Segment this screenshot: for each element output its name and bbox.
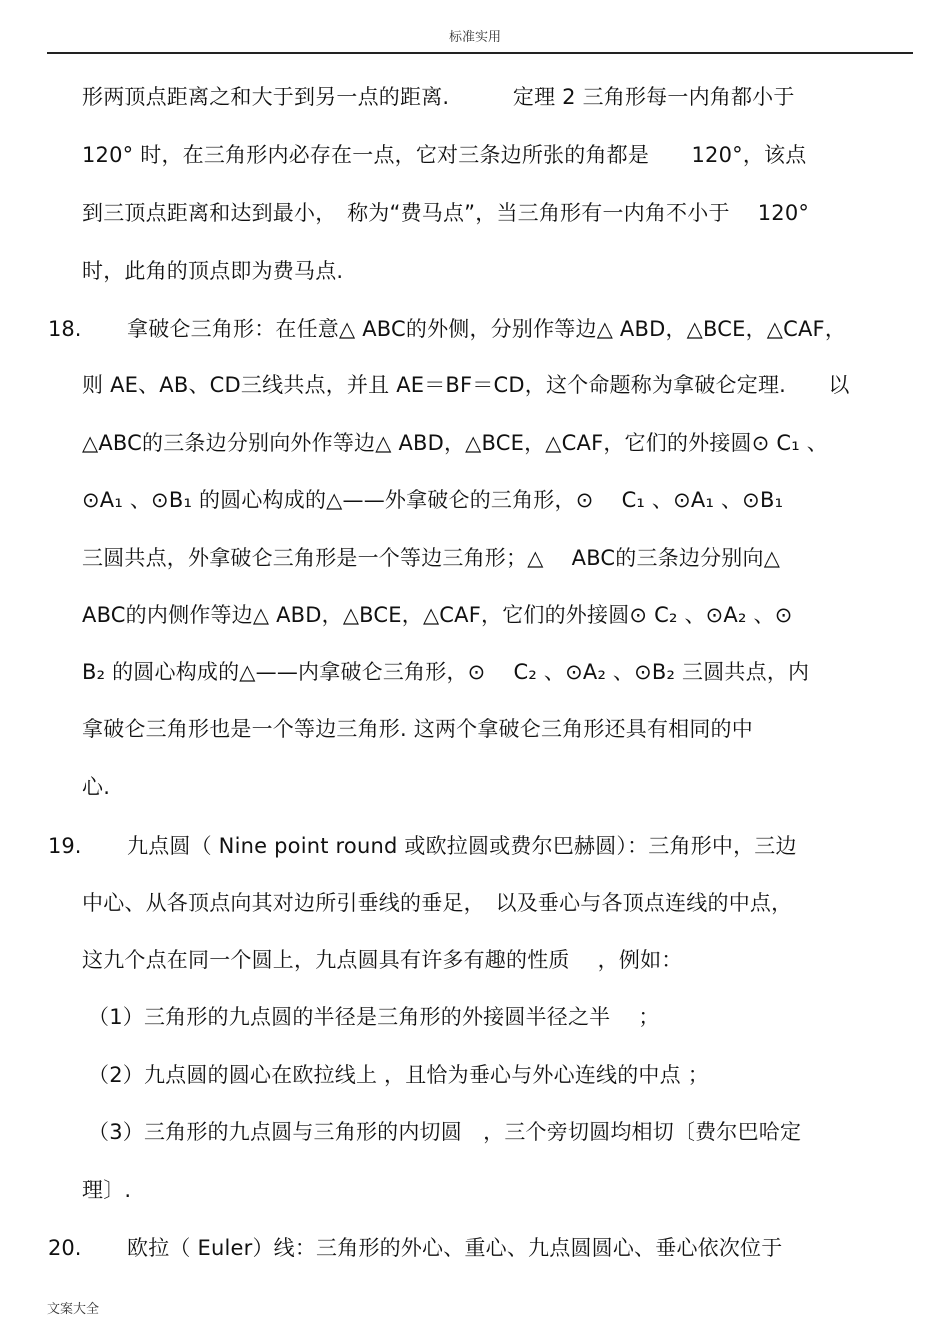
page-header: 标准实用: [448, 30, 501, 45]
text-line: 这九个点在同一个圆上，九点圆具有许多有趣的性质 ，例如：: [82, 948, 683, 972]
item-number-19: 19.: [48, 834, 82, 858]
text-line: 心.: [82, 775, 111, 799]
text-line: 中心、从各顶点向其对边所引垂线的垂足， 以及垂心与各顶点连线的中点，: [82, 891, 793, 915]
text-line: 拿破仑三角形：在任意△ ABC的外侧，分别作等边△ ABD，△BCE，△CAF，: [127, 317, 847, 341]
item-number-20: 20.: [48, 1236, 82, 1260]
item-number-18: 18.: [48, 317, 82, 341]
text-line: （3）三角形的九点圆与三角形的内切圆 ，三个旁切圆均相切〔费尔巴哈定: [88, 1120, 802, 1144]
text-line: B₂ 的圆心构成的△——内拿破仑三角形，⊙ C₂ 、⊙A₂ 、⊙B₂ 三圆共点，内: [82, 660, 810, 684]
text-line: ABC的内侧作等边△ ABD，△BCE，△CAF，它们的外接圆⊙ C₂ 、⊙A₂ 、⊙: [82, 603, 793, 627]
header-rule: [47, 52, 913, 54]
text-line: 拿破仑三角形也是一个等边三角形. 这两个拿破仑三角形还具有相同的中: [82, 717, 753, 741]
text-line: 120° 时，在三角形内必存在一点，它对三条边所张的角都是 120°，该点: [82, 143, 807, 167]
text-line: （2）九点圆的圆心在欧拉线上 ，且恰为垂心与外心连线的中点 ；: [88, 1063, 709, 1087]
text-line: （1）三角形的九点圆的半径是三角形的外接圆半径之半 ；: [88, 1005, 660, 1029]
text-line: 到三顶点距离和达到最小， 称为“费马点”，当三角形有一内角不小于 120°: [82, 201, 810, 225]
text-line: 时，此角的顶点即为费马点.: [82, 259, 344, 283]
text-line: △ABC的三条边分别向外作等边△ ABD，△BCE，△CAF，它们的外接圆⊙ C₁ 、: [82, 431, 828, 455]
text-line: 则 AE、AB、CD三线共点，并且 AE＝BF＝CD，这个命题称为拿破仑定理. 以: [82, 373, 850, 397]
text-line: ⊙A₁ 、⊙B₁ 的圆心构成的△——外拿破仑的三角形，⊙ C₁ 、⊙A₁ 、⊙B₁: [82, 488, 784, 512]
text-line: 形两顶点距离之和大于到另一点的距离. 定理 2 三角形每一内角都小于: [82, 85, 795, 109]
text-line: 欧拉（ Euler）线：三角形的外心、重心、九点圆圆心、垂心依次位于: [127, 1236, 783, 1260]
page-footer: 文案大全: [47, 1302, 100, 1317]
text-line: 理〕.: [82, 1178, 132, 1202]
text-line: 九点圆（ Nine point round 或欧拉圆或费尔巴赫圆）：三角形中，三边: [127, 834, 797, 858]
text-line: 三圆共点，外拿破仑三角形是一个等边三角形；△ ABC的三条边分别向△: [82, 546, 781, 570]
